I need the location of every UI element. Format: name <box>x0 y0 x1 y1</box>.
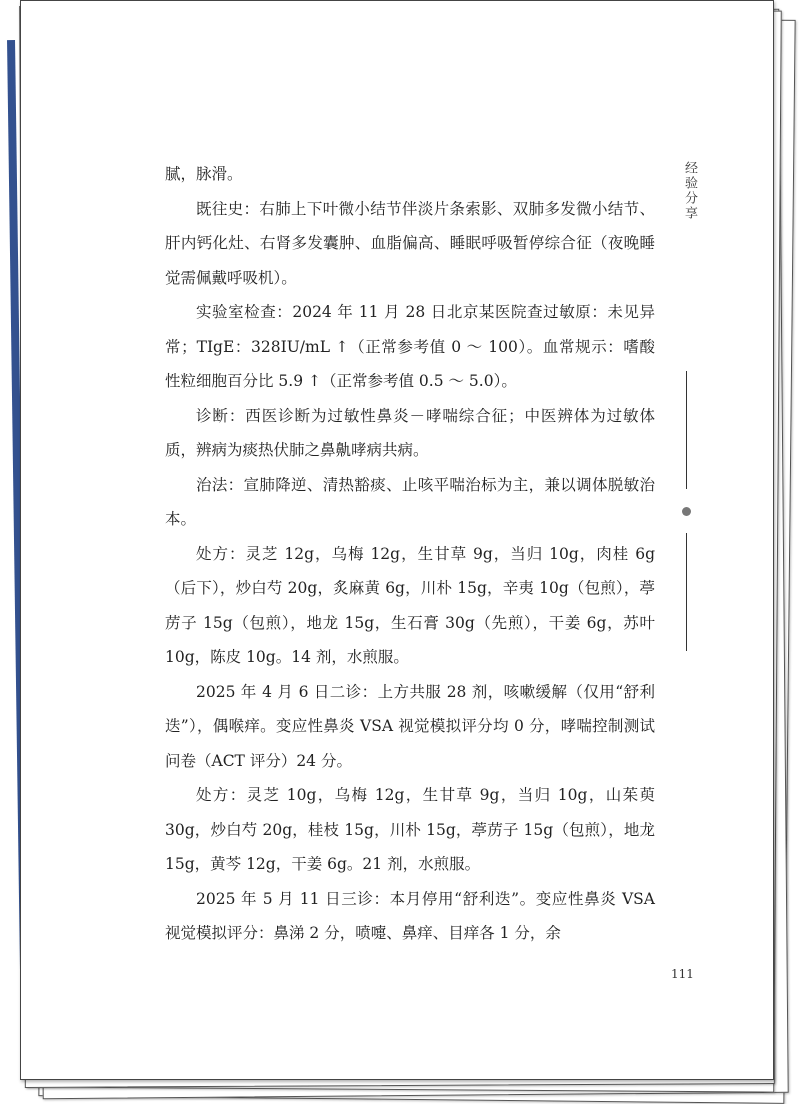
front-page <box>20 0 774 1080</box>
side-rule-bottom <box>686 533 687 651</box>
section-side-label: 经验分享 <box>682 161 697 221</box>
paragraph-continuation: 腻，脉滑。 <box>165 165 243 183</box>
paragraph-lab-tests: 实验室检查：2024 年 11 月 28 日北京某医院查过敏原：未见异常；TIgE：328IU/mL ↑（正常参考值 0 ～ 100）。血常规示：嗜酸性粒细胞百分比 5.9 ↑（正常参考值 0.5 ～ 5.0）。 <box>165 303 655 390</box>
paragraph-prescription-2: 处方：灵芝 10g，乌梅 12g，生甘草 9g，当归 10g，山茱萸 30g，炒白芍 20g，桂枝 15g，川朴 15g，葶苈子 15g（包煎），地龙 15g，黄芩 12g，干姜 6g。21 剂，水煎服。 <box>165 786 655 873</box>
paragraph-treatment-method: 治法：宣肺降逆、清热豁痰、止咳平喘治标为主，兼以调体脱敏治本。 <box>165 475 655 528</box>
page-number: 111 <box>671 967 694 981</box>
side-rule-top <box>686 371 687 489</box>
paragraph-prescription-1: 处方：灵芝 12g，乌梅 12g，生甘草 9g，当归 10g，肉桂 6g（后下），炒白芍 20g，炙麻黄 6g，川朴 15g，辛夷 10g（包煎），葶苈子 15g（包煎），地龙 15g，生石膏 30g（先煎），干姜 6g，苏叶 10g，陈皮 10g。14 剂，水煎服。 <box>165 544 655 666</box>
paragraph-third-visit: 2025 年 5 月 11 日三诊：本月停用“舒利迭”。变应性鼻炎 VSA 视觉模拟评分：鼻涕 2 分，喷嚏、鼻痒、目痒各 1 分，余 <box>165 889 655 942</box>
body-text <box>165 157 655 951</box>
paragraph-history: 既往史：右肺上下叶微小结节伴淡片条索影、双肺多发微小结节、肝内钙化灶、右肾多发囊肿、血脂偏高、睡眠呼吸暂停综合征（夜晚睡觉需佩戴呼吸机）。 <box>165 199 655 287</box>
paragraph-diagnosis: 诊断：西医诊断为过敏性鼻炎－哮喘综合征；中医辨体为过敏体质，辨病为痰热伏肺之鼻鼽哮病共病。 <box>165 406 655 459</box>
side-dot-marker <box>682 507 691 516</box>
paragraph-second-visit: 2025 年 4 月 6 日二诊：上方共服 28 剂，咳嗽缓解（仅用“舒利迭”），偶喉痒。变应性鼻炎 VSA 视觉模拟评分均 0 分，哮喘控制测试问卷（ACT 评分）24 分。 <box>165 682 655 770</box>
